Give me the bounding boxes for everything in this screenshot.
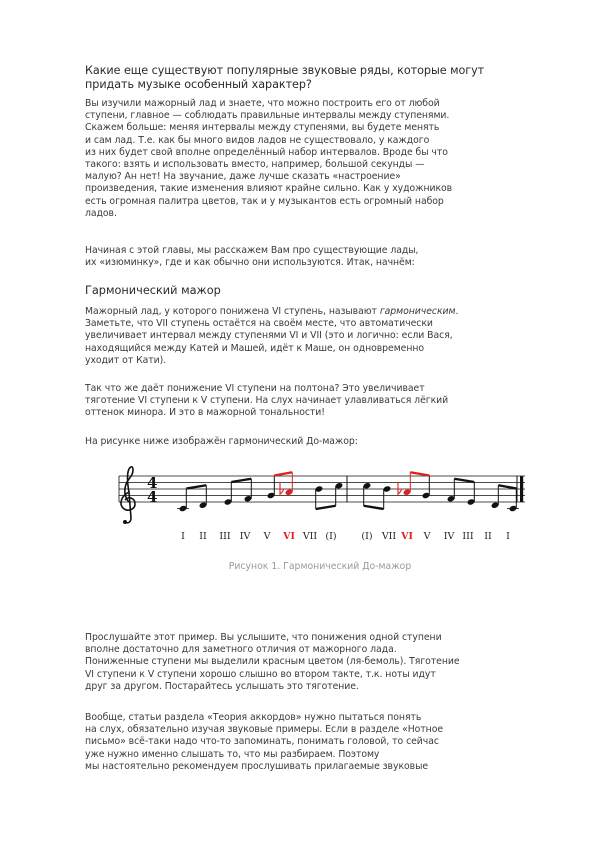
text-line: ступени, главное — соблюдать правильные интервалы между ступенями. [85, 110, 450, 122]
text-line: ладов. [85, 207, 117, 219]
degree-label: V [263, 531, 271, 542]
music-score-figure [85, 458, 555, 558]
chapter-paragraph [85, 245, 525, 269]
text-line: тяготение VI ступени к V ступени. На слух начинает улавливаться лёгкий [85, 395, 449, 407]
section-heading: Гармонический мажор [85, 284, 221, 297]
text-line: VI ступени к V ступени хорошо слышно во втором такте, т.к. ноты идут [85, 668, 436, 680]
degree-label: II [199, 531, 207, 542]
text-line: уходит от Кати). [85, 354, 167, 366]
intro-paragraph [85, 98, 525, 220]
text-line: письмо» всё-таки надо что-то запоминать, понимать головой, то сейчас [85, 736, 439, 748]
degree-label: IV [443, 531, 455, 542]
text-line: друг за другом. Постарайтесь услышать это тяготение. [85, 680, 359, 692]
text-line: их «изюминку», где и как обычно они используются. Итак, начнём: [85, 257, 415, 269]
text-line: Скажем больше: меняя интервалы между ступенями, вы будете менять [85, 122, 440, 134]
text-line: мы настоятельно рекомендуем прослушивать прилагаемые звуковые [85, 760, 429, 772]
text-line: Так что же даёт понижение VI ступени на полтона? Это увеличивает [85, 383, 425, 394]
text-line: уже нужно именно слышать то, что мы разбираем. Поэтому [85, 748, 380, 760]
title-line: Какие еще существуют популярные звуковые ряды, которые могут [85, 64, 485, 77]
note-beam [498, 485, 516, 488]
final-paragraph [85, 712, 525, 773]
title-line: придать музыке особенный характер? [85, 78, 312, 91]
text-line: Прослушайте этот пример. Вы услышите, что понижения одной ступени [85, 632, 442, 643]
degree-labels [181, 531, 510, 542]
note-beam [454, 479, 474, 482]
text-line: увеличивает интервал между ступенями VI и VII (это и логично: если Вася, [85, 330, 453, 342]
time-signature-top: 4 [147, 474, 158, 492]
definition-text: Мажорный лад, у которого понижена VI ступень, называют [85, 306, 380, 317]
degree-label: IV [239, 531, 251, 542]
text-line: произведения, такие изменения влияют крайне сильно. Как у художников [85, 183, 453, 195]
text-line: на слух, обязательно изучая звуковые примеры. Если в разделе «Нотное [85, 724, 444, 736]
notes-group [177, 472, 519, 512]
note-beam [364, 506, 384, 509]
text-line: такого: взять и использовать вместо, например, большой секунды — [85, 159, 425, 171]
figure-caption: Рисунок 1. Гармонический До-мажор [228, 561, 412, 572]
figure-intro: На рисунке ниже изображён гармонический До-мажор: [85, 436, 358, 447]
text-line: находящийся между Катей и Машей, идёт к Маше, он одновременно [85, 342, 425, 354]
degree-label: I [506, 531, 510, 542]
note-beam [186, 485, 206, 488]
degree-label: (I) [361, 531, 373, 542]
harmonic-definition-paragraph [85, 306, 525, 367]
text-line: и сам лад. Т.е. как бы много видов ладов не существовало, у каждого [85, 134, 430, 146]
text-line: Пониженные ступени мы выделили красным цветом (ля-бемоль). Тяготение [85, 656, 460, 668]
note-beam [231, 479, 251, 482]
degree-label: VI [283, 531, 295, 542]
text-line: Вообще, статьи раздела «Теория аккордов» нужно пытаться понять [85, 712, 422, 723]
degree-label: V [423, 531, 431, 542]
text-line: оттенок минора. И это в мажорной тональности! [85, 407, 325, 419]
degree-label: III [219, 531, 231, 542]
article-title [85, 64, 525, 92]
flat-sign-icon [280, 482, 283, 494]
note-beam [274, 472, 292, 475]
text-line: Вы изучили мажорный лад и знаете, что можно построить его от любой [85, 98, 440, 109]
degree-label: VII [381, 531, 397, 542]
term-harmonic: гармоническим [379, 306, 456, 317]
time-signature-bottom: 4 [147, 488, 158, 506]
degree-label: III [462, 531, 474, 542]
degree-label: VI [401, 531, 413, 542]
text-line: Заметьте, что VII ступень остаётся на своём месте, что автоматически [85, 318, 433, 330]
degree-label: I [181, 531, 185, 542]
text-line: Начиная с этой главы, мы расскажем Вам про существующие лады, [85, 245, 419, 256]
text-line: малую? Ан нет! На звучание, даже лучше сказать «настроение» [85, 171, 401, 183]
text-line: из них будет свой вполне определённый набор интервалов. Вроде бы что [85, 146, 448, 158]
text-line [85, 306, 525, 318]
final-barline-thick [520, 476, 523, 502]
note-beam [316, 506, 336, 509]
degree-label: II [484, 531, 492, 542]
text-line: есть огромная палитра цветов, так и у музыкантов есть огромный набор [85, 195, 444, 207]
degree-label: VII [302, 531, 318, 542]
definition-end: . [455, 306, 459, 317]
text-line: вполне достаточно для заметного отличия от мажорного лада. [85, 644, 397, 656]
lowering-effect-paragraph [85, 383, 525, 420]
note-beam [410, 472, 429, 475]
flat-sign-icon [398, 482, 401, 494]
listen-paragraph [85, 632, 525, 693]
degree-label: (I) [325, 531, 337, 542]
